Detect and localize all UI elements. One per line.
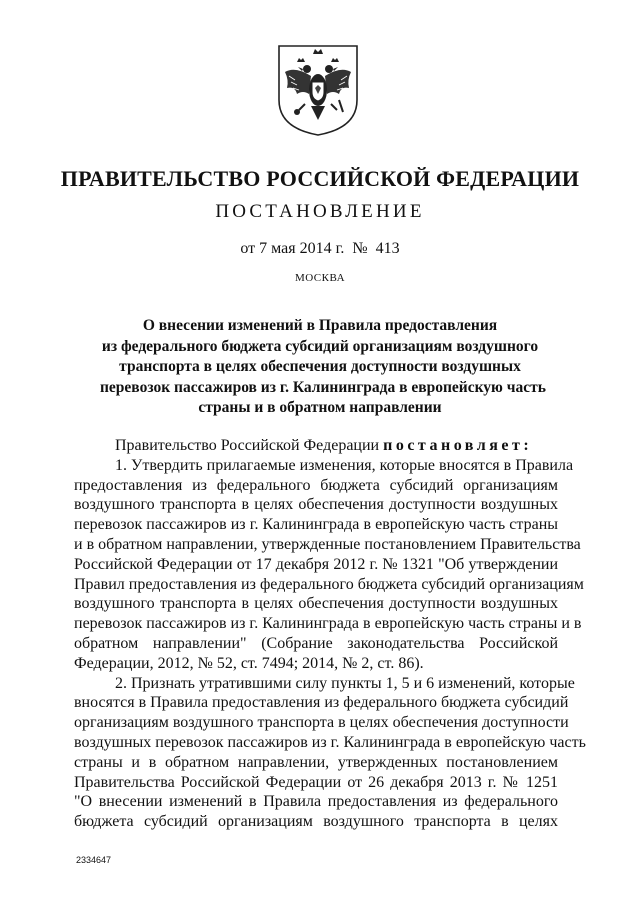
russian-coat-of-arms-icon [275, 42, 361, 138]
subject-line: О внесении изменений в Правила предоставления [142, 317, 498, 334]
government-title: ПРАВИТЕЛЬСТВО РОССИЙСКОЙ ФЕДЕРАЦИИ [60, 166, 580, 191]
intro-resolves: постановляет: [383, 437, 533, 454]
body-line: Федерации, 2012, № 52, ст. 7494; 2014, № 2, ст. 86). [74, 654, 424, 672]
subject-line: страны и в обратном направлении [198, 399, 442, 416]
body-line: страны и в обратном направлении, утвержденных постановлением [74, 753, 558, 771]
body-line: организациям воздушного транспорта в целях обеспечения доступности [74, 714, 569, 732]
body-line: вносятся в Правила предоставления из федерального бюджета субсидий [74, 694, 569, 712]
body-line: Российской Федерации от 17 декабря 2012 г. № 1321 "Об утверждении [74, 555, 558, 573]
body-line: предоставления из федерального бюджета субсидий организациям [74, 476, 558, 494]
document-date-number: от 7 мая 2014 г. № 413 [240, 240, 400, 257]
body-line: 2. Признать утратившими силу пункты 1, 5 и 6 изменений, которые [115, 674, 575, 692]
body-line: перевозок пассажиров из г. Калининграда в европейскую часть страны и в [74, 615, 582, 633]
body-line: воздушного транспорта в целях обеспечения доступности воздушных [74, 595, 558, 613]
body-line: обратном направлении" (Собрание законодательства Российской [74, 634, 558, 652]
subject-line: транспорта в целях обеспечения доступности воздушных [119, 358, 521, 375]
body-line: воздушных перевозок пассажиров из г. Калининграда в европейскую часть [74, 733, 586, 751]
document-type: ПОСТАНОВЛЕНИЕ [215, 201, 425, 222]
document-body [74, 436, 586, 832]
intro-text: Правительство Российской Федерации [115, 437, 384, 454]
body-line: бюджета субсидий организациям воздушного транспорта в целях [74, 813, 558, 831]
body-line: 1. Утвердить прилагаемые изменения, которые вносятся в Правила [115, 456, 574, 474]
document-city: МОСКВА [294, 272, 346, 284]
intro-line [74, 436, 558, 456]
body-line: "О внесении изменений в Правила предоставления из федерального [74, 793, 558, 811]
body-line: перевозок пассажиров из г. Калининграда в европейскую часть страны [74, 516, 558, 534]
subject-line: из федерального бюджета субсидий организациям воздушного [101, 337, 539, 355]
body-line: Правительства Российской Федерации от 26 декабря 2013 г. № 1251 [74, 773, 558, 791]
subject-line: перевозок пассажиров из г. Калининграда в европейскую часть [100, 378, 546, 396]
document-subject [100, 316, 546, 419]
document-id-number: 2334647 [76, 855, 112, 865]
body-line: и в обратном направлении, утвержденные постановлением Правительства [74, 535, 581, 553]
body-line: Правил предоставления из федерального бюджета субсидий организациям [74, 575, 584, 593]
body-line: воздушного транспорта в целях обеспечения доступности воздушных [74, 496, 558, 514]
